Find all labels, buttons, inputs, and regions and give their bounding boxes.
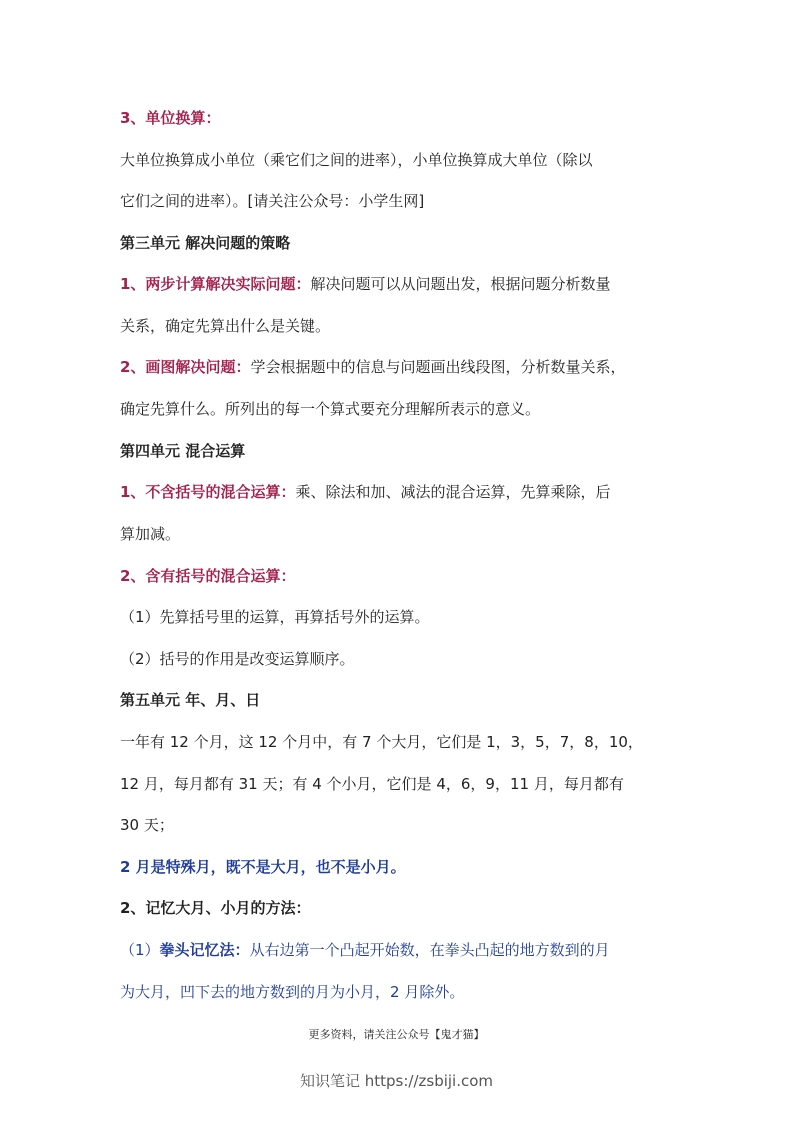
- unit-heading-5: 第五单元 年、月、日: [120, 691, 261, 709]
- section-heading-unit-conversion: 3、单位换算：: [120, 109, 221, 127]
- list-marker: （1）: [120, 941, 160, 959]
- item-text: 乘、除法和加、减法的混合运算，先算乘除，后: [295, 483, 611, 501]
- method-heading: 拳头记忆法：: [159, 941, 250, 959]
- paragraph-line: 算加减。: [120, 525, 181, 543]
- paragraph-line: 它们之间的进率）。[请关注公众号：小学生网]: [120, 192, 425, 210]
- item-heading: 2、画图解决问题：: [120, 358, 251, 376]
- paragraph-line: 关系，确定先算出什么是关键。: [120, 317, 331, 335]
- unit-heading-4: 第四单元 混合运算: [120, 442, 246, 460]
- item-text: 学会根据题中的信息与问题画出线段图，分析数量关系，: [250, 358, 626, 376]
- paragraph-line: [120, 357, 680, 377]
- item-heading: 2、含有括号的混合运算：: [120, 567, 296, 585]
- paragraph-line: 一年有 12 个月，这 12 个月中，有 7 个大月，它们是 1，3，5，7，8，10，: [120, 733, 643, 751]
- unit-heading-3: 第三单元 解决问题的策略: [120, 234, 291, 252]
- item-heading: 1、两步计算解决实际问题：: [120, 275, 311, 293]
- paragraph-line: 30 天；: [120, 816, 174, 834]
- item-heading: 1、不含括号的混合运算：: [120, 483, 296, 501]
- paragraph-line: [120, 482, 680, 502]
- paragraph-line: 确定先算什么。所列出的每一个算式要充分理解所表示的意义。: [120, 400, 541, 418]
- paragraph-line: [120, 274, 680, 294]
- footer-note: 更多资料，请关注公众号【鬼才猫】: [308, 1028, 485, 1041]
- item-heading: 2、记忆大月、小月的方法：: [120, 899, 311, 917]
- item-text: 解决问题可以从问题出发，根据问题分析数量: [310, 275, 611, 293]
- list-item: （1）先算括号里的运算，再算括号外的运算。: [120, 608, 430, 626]
- watermark: 知识笔记 https://zsbiji.com: [299, 1072, 494, 1090]
- list-item: （2）括号的作用是改变运算顺序。: [120, 650, 355, 668]
- item-text: 从右边第一个凸起开始数，在拳头凸起的地方数到的月: [249, 941, 610, 959]
- paragraph-line: [120, 940, 680, 960]
- highlight-note: 2 月是特殊月，既不是大月，也不是小月。: [120, 858, 406, 876]
- paragraph-line: 大单位换算成小单位（乘它们之间的进率），小单位换算成大单位（除以: [120, 151, 593, 169]
- paragraph-line: 为大月，凹下去的地方数到的月为小月，2 月除外。: [120, 983, 465, 1001]
- paragraph-line: 12 月，每月都有 31 天；有 4 个小月，它们是 4，6，9，11 月，每月都有: [120, 775, 624, 793]
